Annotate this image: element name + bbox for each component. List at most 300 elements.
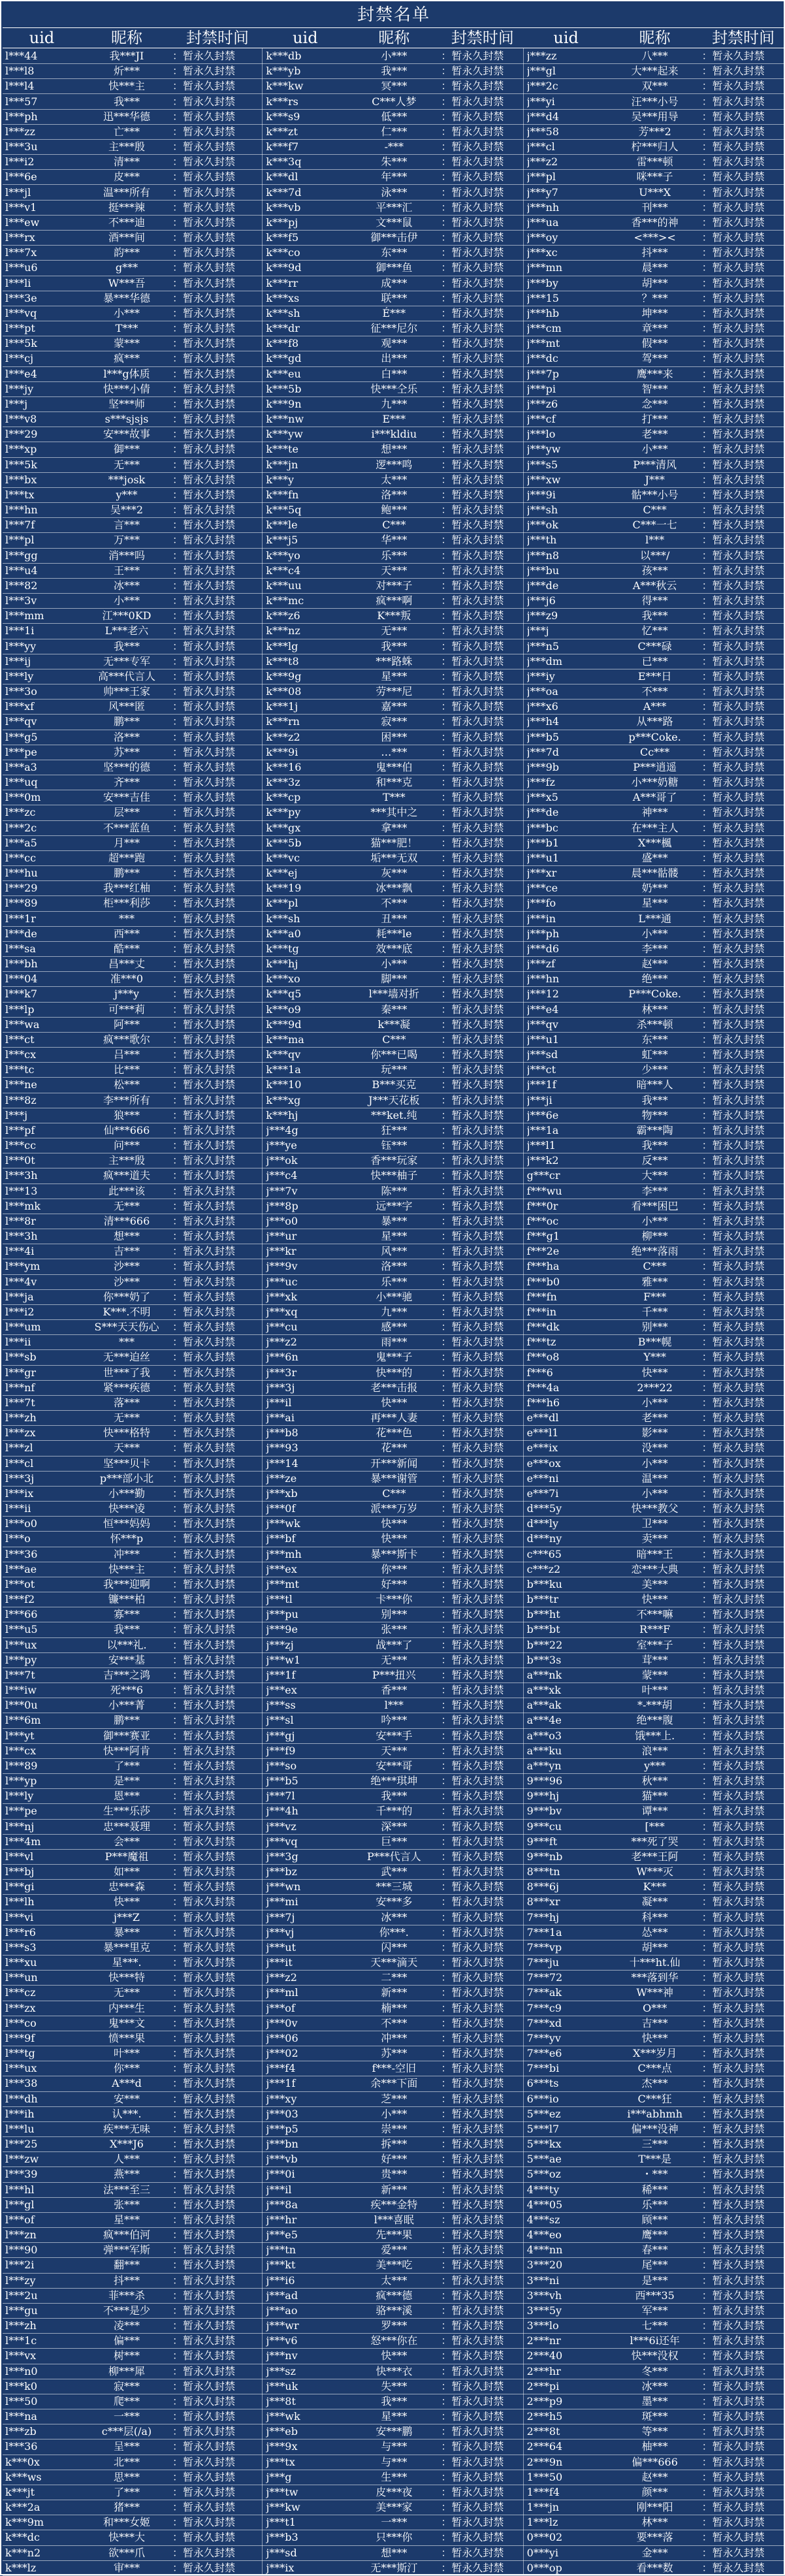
ban-time-cell: ：暂永久封禁 (701, 291, 765, 304)
table-row (3, 1365, 785, 1381)
table-row (3, 2031, 785, 2046)
nickname-cell: L***老六 (104, 624, 149, 637)
table-row (3, 563, 785, 579)
uid-cell: l***90 (5, 2244, 38, 2257)
uid-cell: j***pu (266, 1608, 298, 1621)
uid-cell: k***z2 (266, 730, 300, 743)
ban-time-cell: ：暂永久封禁 (172, 912, 236, 925)
uid-cell: k***kw (266, 80, 304, 93)
ban-time-cell: ：暂永久封禁 (701, 1245, 765, 1258)
uid-cell: l***v8 (5, 413, 37, 426)
uid-cell: 7***72 (526, 1971, 563, 1984)
nickname-cell: 猪*** (113, 2501, 140, 2514)
ban-time-cell: ：暂永久封禁 (441, 2062, 504, 2075)
ban-time-cell: ：暂永久封禁 (441, 2334, 504, 2347)
uid-cell: j***nh (526, 201, 560, 214)
uid-cell: 8***xr (526, 1895, 560, 1908)
table-row (3, 1607, 785, 1622)
uid-cell: l***50 (5, 2394, 38, 2407)
ban-time-cell: ：暂永久封禁 (701, 1381, 765, 1394)
nickname-cell: 赵*** (641, 2470, 668, 2483)
ban-time-cell: ：暂永久封禁 (701, 2425, 765, 2438)
nickname-cell: P***清风 (633, 458, 677, 471)
uid-cell: k***0x (5, 2455, 40, 2468)
nickname-cell: p***部小北 (99, 1472, 154, 1485)
uid-cell: e***l1 (526, 1426, 559, 1440)
nickname-cell: 御***赛亚 (103, 1729, 150, 1742)
nickname-cell: 一*** (381, 2516, 408, 2529)
ban-time-cell: ：暂永久封禁 (172, 564, 236, 577)
nickname-cell: 无*** (381, 624, 408, 637)
uid-cell: a***ku (526, 1744, 562, 1757)
nickname-cell: 派***万岁 (370, 1502, 418, 1515)
ban-time-cell: ：暂永久封禁 (172, 2319, 236, 2332)
ban-time-cell: ：暂永久封禁 (172, 2364, 236, 2377)
uid-cell: j***j6 (526, 594, 556, 607)
nickname-cell: 和***克 (376, 776, 413, 789)
table-row (3, 411, 785, 427)
nickname-cell: 张*** (113, 2198, 140, 2211)
ban-time-cell: ：暂永久封禁 (701, 2470, 765, 2483)
ban-time-cell: ：暂永久封禁 (172, 867, 236, 880)
nickname-cell: 新*** (381, 1986, 408, 1999)
ban-time-cell: ：暂永久封禁 (701, 1502, 765, 1515)
uid-cell: k***jt (5, 2485, 35, 2498)
uid-cell: k***rn (266, 715, 300, 728)
nickname-cell: 快***的 (376, 1366, 413, 1379)
uid-cell: k***le (266, 519, 298, 532)
uid-cell: k***sh (266, 306, 300, 319)
nickname-cell: 劳***尼 (376, 685, 413, 698)
nickname-cell: 王*** (113, 564, 140, 577)
uid-cell: j***8t (266, 2394, 296, 2407)
ban-time-cell: ：暂永久封禁 (172, 776, 236, 789)
ban-time-cell: ：暂永久封禁 (172, 1018, 236, 1031)
table-row (3, 2530, 785, 2545)
uid-cell: l***38 (5, 2077, 38, 2090)
uid-cell: l***29 (5, 882, 38, 895)
uid-cell: k***q5 (266, 988, 302, 1001)
ban-time-cell: ：暂永久封禁 (172, 730, 236, 743)
ban-time-cell: ：暂永久封禁 (701, 2319, 765, 2332)
uid-cell: l***ae (5, 1562, 37, 1575)
nickname-cell: P***代言人 (366, 1850, 421, 1863)
nickname-cell: 皮*** (113, 170, 140, 184)
ban-time-cell: ：暂永久封禁 (701, 1865, 765, 1878)
uid-cell: l***2c (5, 821, 37, 834)
uid-cell: l***ym (5, 1260, 40, 1273)
uid-cell: l***0m (5, 791, 41, 804)
uid-cell: j***1f (266, 2077, 296, 2090)
nickname-cell: E***日 (637, 669, 672, 683)
ban-time-cell: ：暂永久封禁 (701, 1653, 765, 1666)
nickname-cell: 江***0KD (102, 609, 152, 622)
ban-time-cell: ：暂永久封禁 (172, 1986, 236, 1999)
nickname-cell: 汪***小号 (631, 95, 679, 108)
nickname-cell: 美*** (641, 1577, 668, 1590)
nickname-cell: J*** (645, 473, 665, 486)
table-row (3, 1153, 785, 1168)
ban-time-cell: ：暂永久封禁 (441, 291, 504, 304)
ban-time-cell: ：暂永久封禁 (441, 867, 504, 880)
ban-time-cell: ：暂永久封禁 (701, 2394, 765, 2407)
ban-time-cell: ：暂永久封禁 (441, 1729, 504, 1742)
uid-cell: l***pf (5, 1123, 35, 1136)
uid-cell: j***9b (526, 760, 560, 773)
ban-time-cell: ：暂永久封禁 (172, 1290, 236, 1303)
uid-cell: k***1a (266, 1063, 301, 1076)
nickname-cell: 抖*** (113, 2274, 140, 2287)
uid-cell: a***o3 (526, 1729, 562, 1742)
uid-cell: 3***5y (526, 2304, 562, 2317)
uid-cell: 6***io (526, 2092, 559, 2105)
nickname-cell: 已*** (641, 654, 668, 668)
uid-cell: l***hu (5, 867, 38, 880)
uid-cell: l***13 (5, 1184, 38, 1197)
nickname-cell: ***三城 (376, 1880, 413, 1893)
ban-time-cell: ：暂永久封禁 (701, 1956, 765, 1969)
ban-time-cell: ：暂永久封禁 (701, 80, 765, 93)
nickname-cell: 影*** (641, 1426, 668, 1440)
uid-cell: l***cz (5, 1986, 36, 1999)
uid-cell: j***7v (266, 1184, 298, 1197)
nickname-cell: 疯*** (113, 352, 140, 365)
nickname-cell: 得*** (641, 594, 668, 607)
nickname-cell: 天*** (381, 564, 408, 577)
table-row (3, 1925, 785, 1940)
ban-time-cell: ：暂永久封禁 (172, 1199, 236, 1212)
uid-cell: k***vb (266, 201, 301, 214)
uid-cell: l***un (5, 1971, 38, 1984)
nickname-cell: ***其中之 (370, 806, 418, 819)
uid-cell: f***fn (526, 1290, 557, 1303)
nickname-cell: 无***专军 (103, 654, 150, 668)
nickname-cell: 偏*** (113, 2334, 140, 2347)
ban-time-cell: ：暂永久封禁 (701, 958, 765, 971)
nickname-cell: 年*** (381, 170, 408, 184)
table-row (3, 2455, 785, 2470)
nickname-cell: <***>< (633, 231, 676, 244)
uid-cell: l***36 (5, 2440, 38, 2453)
nickname-cell: 内***生 (108, 2001, 145, 2014)
nickname-cell: 美***家 (376, 2501, 413, 2514)
ban-time-cell: ：暂永久封禁 (441, 2122, 504, 2135)
uid-cell: j***xy (266, 2092, 297, 2105)
ban-time-cell: ：暂永久封禁 (441, 745, 504, 758)
uid-cell: l***nj (5, 1820, 35, 1833)
nickname-cell: 芳***2 (638, 125, 671, 138)
uid-cell: l***4m (5, 1835, 41, 1848)
ban-time-cell: ：暂永久封禁 (441, 730, 504, 743)
uid-cell: f***o8 (526, 1351, 560, 1364)
nickname-cell: 绝***腹 (636, 1714, 673, 1727)
uid-cell: k***c4 (266, 564, 301, 577)
ban-time-cell: ：暂永久封禁 (172, 942, 236, 955)
uid-cell: j***ok (526, 519, 558, 532)
ban-time-cell: ：暂永久封禁 (441, 624, 504, 637)
table-row (3, 1667, 785, 1683)
uid-cell: l***jl (5, 185, 31, 199)
ban-time-cell: ：暂永久封禁 (172, 1910, 236, 1924)
nickname-cell: 鹰***来 (636, 367, 673, 380)
nickname-cell: 怀***p (110, 1532, 144, 1545)
nickname-cell: 温***所有 (103, 185, 150, 199)
nickname-cell: 灰*** (381, 867, 408, 880)
nickname-cell: C*** (643, 1260, 667, 1273)
uid-cell: j***sz (266, 2364, 296, 2377)
ban-time-cell: ：暂永久封禁 (172, 352, 236, 365)
nickname-cell: U***X (639, 185, 671, 199)
ban-time-cell: ：暂永久封禁 (701, 413, 765, 426)
nickname-cell: y*** (116, 488, 138, 501)
ban-time-cell: ：暂永久封禁 (441, 504, 504, 517)
ban-time-cell: ：暂永久封禁 (172, 216, 236, 229)
table-row (3, 971, 785, 987)
ban-time-cell: ：暂永久封禁 (441, 125, 504, 138)
nickname-cell: 我*** (381, 2394, 408, 2407)
nickname-cell: 快*** (641, 2031, 668, 2044)
uid-cell: l***ii (5, 1336, 31, 1349)
nickname-cell: 八*** (641, 50, 668, 62)
ban-time-cell: ：暂永久封禁 (441, 2153, 504, 2166)
nickname-cell: 钰*** (381, 1139, 408, 1152)
uid-cell: 2***nr (526, 2334, 561, 2347)
uid-cell: j***0f (266, 1502, 296, 1515)
nickname-cell: 不*** (381, 897, 408, 910)
ban-time-cell: ：暂永久封禁 (172, 639, 236, 652)
nickname-cell: 冰***飘 (376, 882, 413, 895)
ban-time-cell: ：暂永久封禁 (701, 594, 765, 607)
nickname-cell: 东*** (381, 246, 408, 259)
nickname-cell: 刚***阳 (636, 2501, 673, 2514)
nickname-cell: 韵*** (113, 246, 140, 259)
uid-cell: j***tl (266, 1593, 293, 1606)
uid-cell: j***ut (266, 1940, 296, 1954)
nickname-cell: 快***阿肯 (103, 1744, 150, 1757)
ban-time-cell: ：暂永久封禁 (441, 1684, 504, 1697)
table-row (3, 2212, 785, 2228)
nickname-cell: 绝***落雨 (631, 1245, 679, 1258)
uid-cell: 4***ty (526, 2183, 560, 2196)
uid-cell: l***1c (5, 2334, 37, 2347)
ban-time-cell: ：暂永久封禁 (172, 2001, 236, 2014)
nickname-cell: 紧***疾德 (103, 1381, 150, 1394)
ban-time-cell: ：暂永久封禁 (441, 1184, 504, 1197)
uid-cell: 6***ts (526, 2077, 559, 2090)
ban-time-cell: ：暂永久封禁 (441, 1381, 504, 1394)
nickname-cell: 御***鱼 (376, 261, 413, 274)
nickname-cell: 别*** (381, 1608, 408, 1621)
uid-cell: l***vl (5, 1850, 34, 1863)
nickname-cell: 少*** (641, 1063, 668, 1076)
uid-cell: l***ij (5, 654, 31, 668)
uid-cell: l***0t (5, 1154, 35, 1167)
ban-time-cell: ：暂永久封禁 (441, 1502, 504, 1515)
ban-time-cell: ：暂永久封禁 (701, 1759, 765, 1772)
ban-time-cell: ：暂永久封禁 (701, 1426, 765, 1440)
ban-time-cell: ：暂永久封禁 (701, 1623, 765, 1636)
table-row (3, 366, 785, 382)
uid-cell: d***ny (526, 1532, 562, 1545)
ban-time-cell: ：暂永久封禁 (172, 2047, 236, 2060)
ban-time-cell: ：暂永久封禁 (441, 1487, 504, 1500)
ban-time-cell: ：暂永久封禁 (441, 65, 504, 78)
uid-cell: j***sh (526, 504, 558, 517)
nickname-cell: 巨*** (381, 1835, 408, 1848)
table-row (3, 1259, 785, 1274)
ban-time-cell: ：暂永久封禁 (172, 1441, 236, 1455)
nickname-cell: 尾*** (641, 2259, 668, 2272)
ban-time-cell: ：暂永久封禁 (172, 2244, 236, 2257)
uid-cell: l***3h (5, 1169, 38, 1182)
table-row (3, 260, 785, 276)
uid-cell: j***14 (266, 1457, 298, 1470)
table-row (3, 2121, 785, 2137)
nickname-cell: 欲***爪 (108, 2546, 145, 2559)
nickname-cell: 吉*** (641, 2016, 668, 2029)
uid-cell: k***ws (5, 2470, 42, 2483)
ban-time-cell: ：暂永久封禁 (172, 2561, 236, 2574)
nickname-cell: 晨*** (641, 261, 668, 274)
nickname-cell: 疾***金特 (370, 2198, 418, 2211)
table-row (3, 2364, 785, 2379)
ban-time-cell: ：暂永久封禁 (172, 1123, 236, 1136)
ban-time-cell: ：暂永久封禁 (172, 1230, 236, 1243)
nickname-cell: g*** (115, 261, 138, 274)
nickname-cell: 西*** (113, 927, 140, 940)
uid-cell: l***pt (5, 322, 35, 335)
uid-cell: 9***ft (526, 1835, 558, 1848)
uid-cell: l***cx (5, 1048, 37, 1061)
nickname-cell: 白*** (381, 367, 408, 380)
uid-cell: l***cj (5, 352, 34, 365)
uid-cell: j***ad (266, 2289, 298, 2302)
nickname-cell: 酒***间 (108, 231, 145, 244)
nickname-cell: 超***跑 (108, 851, 145, 864)
ban-time-cell: ：暂永久封禁 (701, 2516, 765, 2529)
ban-time-cell: ：暂永久封禁 (701, 2077, 765, 2090)
uid-cell: j***dm (526, 654, 563, 668)
nickname-cell: y*** (644, 1759, 666, 1772)
uid-cell: j***3j (266, 1381, 295, 1394)
uid-cell: 5***ez (526, 2107, 561, 2120)
uid-cell: f***tz (526, 1336, 556, 1349)
uid-cell: k***7d (266, 185, 302, 199)
nickname-cell: -*** (384, 140, 404, 153)
ban-time-cell: ：暂永久封禁 (701, 715, 765, 728)
ban-time-cell: ：暂永久封禁 (441, 669, 504, 683)
table-row (3, 669, 785, 684)
nickname-cell: 以***礼. (106, 1638, 147, 1651)
nickname-cell: 安*** (113, 2092, 140, 2105)
ban-time-cell: ：暂永久封禁 (172, 669, 236, 683)
ban-time-cell: ：暂永久封禁 (172, 1003, 236, 1016)
uid-cell: l***hl (5, 2183, 35, 2196)
table-row (3, 1440, 785, 1456)
nickname-cell: 对***子 (376, 579, 413, 592)
ban-time-cell: ：暂永久封禁 (441, 1577, 504, 1590)
ban-time-cell: ：暂永久封禁 (441, 1517, 504, 1530)
nickname-cell: 坤*** (641, 306, 668, 319)
nickname-cell: 昌***丈 (108, 958, 145, 971)
nickname-cell: 快***凌 (108, 1502, 145, 1515)
uid-cell: l***ix (5, 1487, 34, 1500)
ban-time-cell: ：暂永久封禁 (441, 1199, 504, 1212)
uid-cell: l***lp (5, 1003, 35, 1016)
ban-time-cell: ：暂永久封禁 (441, 1925, 504, 1939)
uid-cell: j***vj (266, 1925, 295, 1939)
table-row (3, 1849, 785, 1865)
uid-cell: l***li (5, 276, 31, 289)
ban-time-cell: ：暂永久封禁 (701, 246, 765, 259)
uid-cell: l***ux (5, 2062, 37, 2075)
ban-time-cell: ：暂永久封禁 (701, 1018, 765, 1031)
uid-cell: j***12 (526, 988, 559, 1001)
nickname-cell: 北*** (113, 2455, 140, 2468)
ban-time-cell: ：暂永久封禁 (172, 897, 236, 910)
nickname-cell: 小*** (381, 958, 408, 971)
nickname-cell: 想*** (113, 1230, 140, 1243)
table-row (3, 306, 785, 321)
nickname-cell: 无*** (113, 1986, 140, 1999)
ban-time-cell: ：暂永久封禁 (441, 2138, 504, 2151)
uid-cell: j***xk (266, 1290, 298, 1303)
nickname-cell: ***josk (108, 473, 146, 486)
ban-time-cell: ：暂永久封禁 (701, 185, 765, 199)
ban-time-cell: ：暂永久封禁 (701, 216, 765, 229)
uid-cell: l***7t (5, 1668, 35, 1681)
table-row (3, 517, 785, 533)
uid-cell: k***uu (266, 579, 302, 592)
ban-time-cell: ：暂永久封禁 (172, 291, 236, 304)
uid-cell: j***z9 (526, 609, 558, 622)
ban-time-cell: ：暂永久封禁 (441, 2455, 504, 2468)
nickname-cell: 鹏*** (113, 1714, 140, 1727)
uid-cell: l***3v (5, 594, 37, 607)
ban-time-cell: ：暂永久封禁 (441, 1396, 504, 1409)
nickname-cell: 镰***柏 (108, 1593, 145, 1606)
uid-cell: j***l1 (526, 1139, 556, 1152)
uid-cell: l***gg (5, 549, 38, 562)
uid-cell: j***wk (266, 2410, 300, 2423)
ban-time-cell: ：暂永久封禁 (172, 1426, 236, 1440)
ban-time-cell: ：暂永久封禁 (441, 2470, 504, 2483)
nickname-cell: 快*** (641, 1593, 668, 1606)
nickname-cell: 香***玩家 (370, 1154, 418, 1167)
ban-time-cell: ：暂永久封禁 (172, 2531, 236, 2544)
uid-cell: k***lz (5, 2561, 37, 2574)
nickname-cell: 此***该 (108, 1184, 145, 1197)
uid-cell: l***4i (5, 1245, 35, 1258)
ban-time-cell: ：暂永久封禁 (172, 2334, 236, 2347)
uid-cell: j***pi (526, 382, 556, 395)
uid-cell: j***th (526, 534, 557, 547)
nickname-cell: 好*** (381, 2153, 408, 2166)
ban-time-cell: ：暂永久封禁 (701, 488, 765, 501)
ban-time-cell: ：暂永久封禁 (441, 519, 504, 532)
nickname-cell: 陈*** (381, 1184, 408, 1197)
nickname-cell: 无*** (113, 1411, 140, 1425)
nickname-cell: 泳*** (381, 185, 408, 199)
table-row (3, 1032, 785, 1048)
nickname-cell: 小***奶糖 (631, 776, 679, 789)
nickname-cell: 无***迫丝 (103, 1351, 150, 1364)
nickname-cell: C***狂 (637, 2092, 672, 2105)
uid-cell: j***8a (266, 2198, 298, 2211)
table-row (3, 487, 785, 503)
nickname-cell: 鬼***文 (108, 2016, 145, 2029)
uid-cell: j***u1 (526, 1033, 560, 1046)
